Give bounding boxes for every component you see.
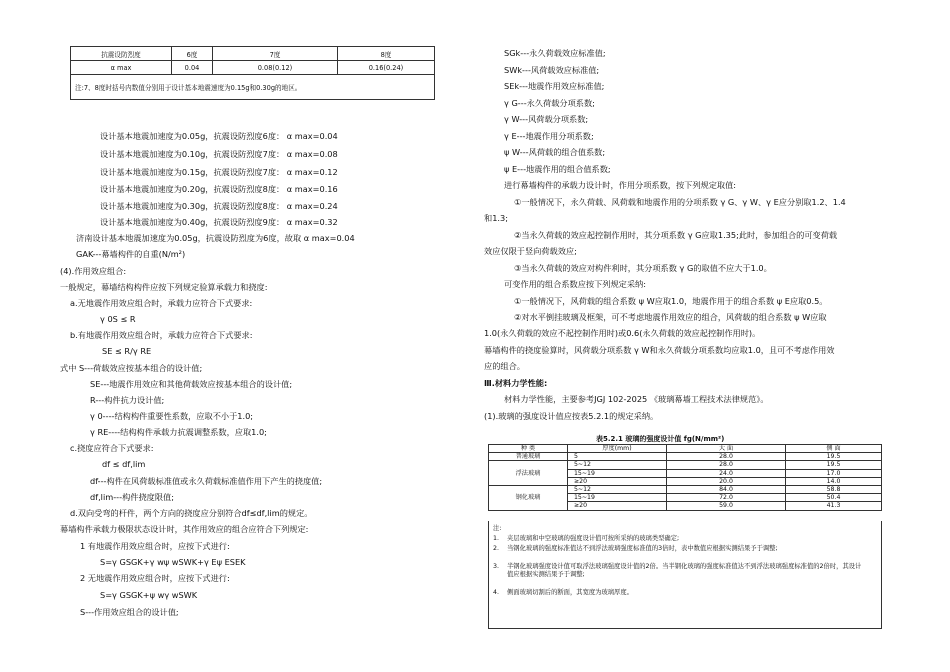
text-line: 式中 S---荷载效应按基本组合的设计值; [60, 363, 203, 373]
text-line: 设计基本地震加速度为0.30g，抗震设防烈度8度： α max=0.24 [100, 201, 338, 211]
text-line: ②当永久荷载的效应起控制作用时，其分项系数 γ G应取1.35;此时，参加组合的可变荷载 [514, 230, 838, 240]
table-cell: 58.8 [786, 485, 882, 493]
text-line: R---构件抗力设计值; [90, 395, 165, 405]
table-title: 表5.2.1 玻璃的强度设计值 fg(N/mm²) [596, 435, 725, 443]
table-cell: 0.08(0.12) [213, 61, 338, 75]
section-heading: (4).作用效应组合: [60, 266, 127, 276]
text-line: d.双向受弯的杆件，两个方向的挠度应分别符合df≤df,lim的规定。 [70, 508, 313, 518]
table-cell: 5 [568, 453, 667, 461]
table-cell: α max [71, 61, 172, 75]
note-number: 3. [493, 563, 500, 570]
table-header-cell: 7度 [213, 47, 338, 61]
text-line: 设计基本地震加速度为0.10g，抗震设防烈度7度： α max=0.08 [100, 149, 338, 159]
text-line: SE---地震作用效应和其他荷载效应按基本组合的设计值; [90, 379, 293, 389]
text-line: 设计基本地震加速度为0.20g，抗震设防烈度8度： α max=0.16 [100, 184, 338, 194]
table-cell: 72.0 [667, 494, 786, 502]
text-line: 材料力学性能，主要参考JGJ 102-2025 《玻璃幕墙工程技术法律规范》。 [504, 394, 769, 404]
table-cell: 0.04 [172, 61, 213, 75]
table-cell: 19.5 [786, 453, 882, 461]
table-row [489, 485, 882, 493]
table-header-cell: 8度 [338, 47, 435, 61]
table-row [489, 445, 882, 453]
note-number: 2. [493, 545, 500, 552]
text-line: 幕墙构件承载力极限状态设计时，其作用效应的组合应符合下列规定: [60, 524, 309, 534]
table-cell: ≥20 [568, 502, 667, 510]
table-cell: 24.0 [667, 469, 786, 477]
text-line: GAK---幕墙构件的自重(N/m²) [76, 249, 186, 259]
table-cell: 15~19 [568, 494, 667, 502]
text-line: 和1.3; [484, 213, 508, 223]
text-line: S---作用效应组合的设计值; [80, 607, 179, 617]
text-line: ③当永久荷载的效应对构件利时，其分项系数 γ G的取值不应大于1.0。 [514, 263, 772, 273]
table-cell: 59.0 [667, 502, 786, 510]
table-cell: ≥20 [568, 477, 667, 485]
text-line: ψ E---地震作用的组合值系数; [504, 164, 611, 174]
note-number: 4. [493, 589, 500, 596]
table-row [71, 47, 435, 61]
formula: S=γ GSGK+ψ wγ wSWK [100, 590, 198, 600]
table-cell: 0.16(0.24) [338, 61, 435, 75]
text-line: γ W---风荷载分项系数; [504, 114, 589, 124]
table-header-cell: 侧 面 [786, 445, 882, 453]
formula: γ 0S ≤ R [100, 314, 136, 324]
text-line: 1 有地震作用效应组合时，应按下式进行: [80, 541, 230, 551]
text-line: ψ W---风荷载的组合值系数; [504, 147, 606, 157]
table-cell: 普通玻璃 [489, 453, 568, 461]
notes-label: 注: [493, 525, 502, 532]
text-line: 幕墙构件的挠度验算时，风荷载分项系数 γ W和永久荷载分项系数均应取1.0，且可不考虑作用效 [484, 345, 835, 355]
table-cell: 50.4 [786, 494, 882, 502]
table-cell: 5~12 [568, 485, 667, 493]
table-cell: 20.0 [667, 477, 786, 485]
table-cell: 15~19 [568, 469, 667, 477]
text-line: 可变作用的组合系数应按下列规定采纳: [504, 279, 646, 289]
text-line: a.无地震作用效应组合时，承载力应符合下式要求: [70, 298, 253, 308]
table-cell: 19.5 [786, 461, 882, 469]
text-line: 济南设计基本地震加速度为0.05g，抗震设防烈度为6度，故取 α max=0.04 [76, 233, 355, 243]
text-line: γ E---地震作用分项系数; [504, 131, 594, 141]
text-line: (1).玻璃的强度设计值应按表5.2.1的规定采纳。 [484, 411, 659, 421]
text-line: SGk---永久荷载效应标准值; [504, 48, 606, 58]
text-line: 进行幕墙构件的承载力设计时，作用分项系数，按下列规定取值: [504, 180, 737, 190]
note-text: 夹层玻璃和中空玻璃的强度设计值可按所采纳的玻璃类型确定; [507, 535, 680, 542]
note-number: 1. [493, 535, 500, 542]
note-text: 侧面玻璃切割后的断面，其宽度为玻璃厚度。 [507, 589, 633, 596]
table-note: 注:7、8度时括号内数值分别用于设计基本地震速度为0.15g和0.30g的地区。 [71, 75, 435, 100]
text-line: c.挠度应符合下式要求: [70, 443, 154, 453]
text-line: ①一般情况下，风荷载的组合系数 ψ W应取1.0，地震作用于的组合系数 ψ E应取0.5。 [514, 296, 828, 306]
glass-strength-table [488, 444, 882, 511]
text-line: df---构件在风荷载标准值或永久荷载标准值作用下产生的挠度值; [90, 476, 323, 486]
table-cell: 28.0 [667, 453, 786, 461]
text-line: 应的组合。 [484, 361, 525, 371]
table-row [71, 75, 435, 100]
table-cell: 17.0 [786, 469, 882, 477]
table-cell: 28.0 [667, 461, 786, 469]
table-cell: 14.0 [786, 477, 882, 485]
text-line: ①一般情况下，永久荷载、风荷载和地震作用的分项系数 γ G、γ W、γ E应分别取1.2、1.4 [514, 197, 846, 207]
formula: S=γ GSGK+γ wψ wSWK+γ Eψ ESEK [100, 557, 246, 567]
note-text: 当钢化玻璃的强度标准值达不到浮法玻璃强度标准值的3倍时，表中数值应根据实测结果予于调整; [507, 545, 778, 552]
table-notes [488, 521, 882, 629]
table-header-cell: 种 类 [489, 445, 568, 453]
text-line: SWk---风荷载效应标准值; [504, 65, 600, 75]
text-line: 设计基本地震加速度为0.05g，抗震设防烈度6度： α max=0.04 [100, 131, 338, 141]
formula: df ≤ df,lim [102, 459, 146, 469]
table-header-cell: 厚度(mm) [568, 445, 667, 453]
seismic-coefficient-table [70, 46, 435, 100]
table-row [489, 461, 882, 469]
table-cell: 84.0 [667, 485, 786, 493]
text-line: SEk---地震作用效应标准值; [504, 81, 605, 91]
table-header-cell: 6度 [172, 47, 213, 61]
table-header-cell: 大 面 [667, 445, 786, 453]
text-line: 一般规定，幕墙结构构件应按下列规定验算承载力和挠度: [60, 282, 268, 292]
text-line: 2 无地震作用效应组合时，应按下式进行: [80, 573, 230, 583]
table-row [489, 453, 882, 461]
text-line: 设计基本地震加速度为0.15g，抗震设防烈度7度： α max=0.12 [100, 167, 338, 177]
formula: SE ≤ R/γ RE [102, 346, 152, 356]
table-header-cell: 抗震设防烈度 [71, 47, 172, 61]
table-cell: 钢化玻璃 [489, 485, 568, 510]
text-line: γ G---永久荷载分项系数; [504, 98, 595, 108]
note-text: 半钢化玻璃强度设计值可取浮法玻璃强度设计值的2倍。当半钢化玻璃的强度标准值达不到浮法玻璃强度标准值的2倍时，其设计值应根据实测结果予于调整; [507, 563, 862, 578]
table-row [71, 61, 435, 75]
text-line: 效应仅限于竖向荷载效应; [484, 246, 577, 256]
text-line: ②对水平倒挂玻璃及框架，可不考虑地震作用效应的组合，风荷载的组合系数 ψ W应取 [514, 312, 827, 322]
table-cell: 41.3 [786, 502, 882, 510]
text-line: 1.0(永久荷载的效应不起控制作用时)或0.6(永久荷载的效应起控制作用时)。 [484, 328, 761, 338]
text-line: 设计基本地震加速度为0.40g，抗震设防烈度9度： α max=0.32 [100, 217, 338, 227]
table-cell: 浮法玻璃 [489, 461, 568, 486]
section-heading: Ⅲ.材料力学性能: [484, 378, 548, 388]
text-line: γ RE----结构构件承载力抗震调整系数，应取1.0; [90, 427, 267, 437]
table-cell: 5~12 [568, 461, 667, 469]
text-line: df,lim---构件挠度限值; [90, 492, 174, 502]
text-line: b.有地震作用效应组合时，承载力应符合下式要求: [70, 330, 253, 340]
text-line: γ 0----结构构件重要性系数，应取不小于1.0; [90, 411, 254, 421]
